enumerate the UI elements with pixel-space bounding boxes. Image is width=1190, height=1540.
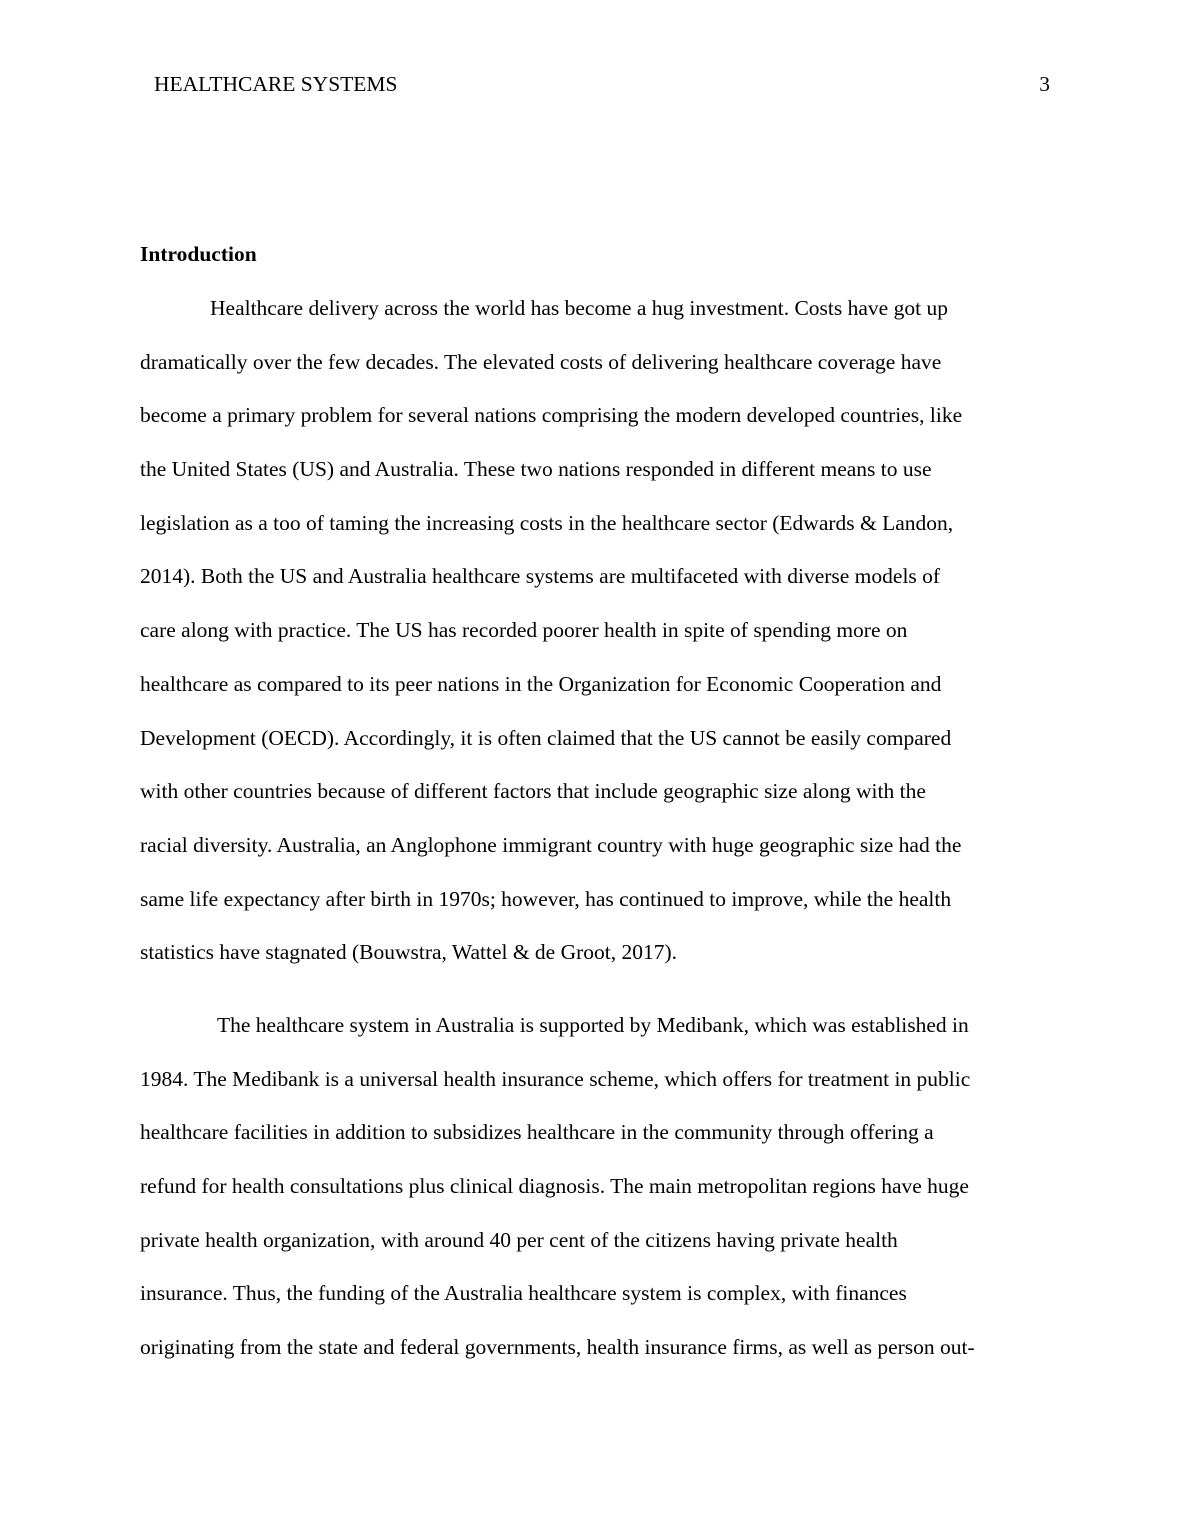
section-heading: Introduction	[140, 242, 257, 266]
paragraph-line: Development (OECD). Accordingly, it is often claimed that the US cannot be easily compared	[140, 725, 952, 750]
paragraph	[140, 1011, 1050, 1387]
paragraph-line: Healthcare delivery across the world has become a hug investment. Costs have got up	[210, 296, 948, 320]
paragraph-line: become a primary problem for several nations comprising the modern developed countries, like	[140, 403, 963, 428]
paragraph	[140, 294, 1050, 992]
paragraph-line: legislation as a too of taming the increasing costs in the healthcare sector (Edwards & Landon,	[140, 510, 954, 535]
paragraph-line: insurance. Thus, the funding of the Australia healthcare system is complex, with finances	[140, 1281, 907, 1306]
paragraph-line: care along with practice. The US has recorded poorer health in spite of spending more on	[140, 618, 908, 643]
paragraph-line: same life expectancy after birth in 1970s; however, has continued to improve, while the health	[140, 886, 952, 911]
paragraph-line: healthcare as compared to its peer nations in the Organization for Economic Cooperation and	[140, 671, 942, 696]
page-number: 3	[1039, 72, 1050, 96]
paragraph-line: refund for health consultations plus clinical diagnosis. The main metropolitan regions have huge	[140, 1174, 969, 1199]
paragraph-line: 2014). Both the US and Australia healthcare systems are multifaceted with diverse models of	[140, 564, 941, 589]
paragraph-line: dramatically over the few decades. The elevated costs of delivering healthcare coverage have	[140, 349, 942, 374]
paragraph-line: racial diversity. Australia, an Anglophone immigrant country with huge geographic size had the	[140, 832, 962, 857]
paragraph-line: originating from the state and federal governments, health insurance firms, as well as person out-	[140, 1335, 975, 1360]
paragraph-line: The healthcare system in Australia is supported by Medibank, which was established in	[217, 1013, 969, 1037]
page-header	[154, 70, 1050, 98]
running-head: HEALTHCARE SYSTEMS	[154, 72, 398, 96]
paragraph-line: with other countries because of different factors that include geographic size along with the	[140, 779, 926, 804]
paragraph-line: statistics have stagnated (Bouwstra, Wattel & de Groot, 2017).	[140, 940, 678, 965]
paragraph-line: the United States (US) and Australia. These two nations responded in different means to use	[140, 457, 932, 482]
paragraph-line: 1984. The Medibank is a universal health insurance scheme, which offers for treatment in public	[140, 1066, 971, 1091]
paragraph-line: healthcare facilities in addition to subsidizes healthcare in the community through offering a	[140, 1120, 934, 1145]
paragraph-line: private health organization, with around 40 per cent of the citizens having private health	[140, 1227, 898, 1252]
